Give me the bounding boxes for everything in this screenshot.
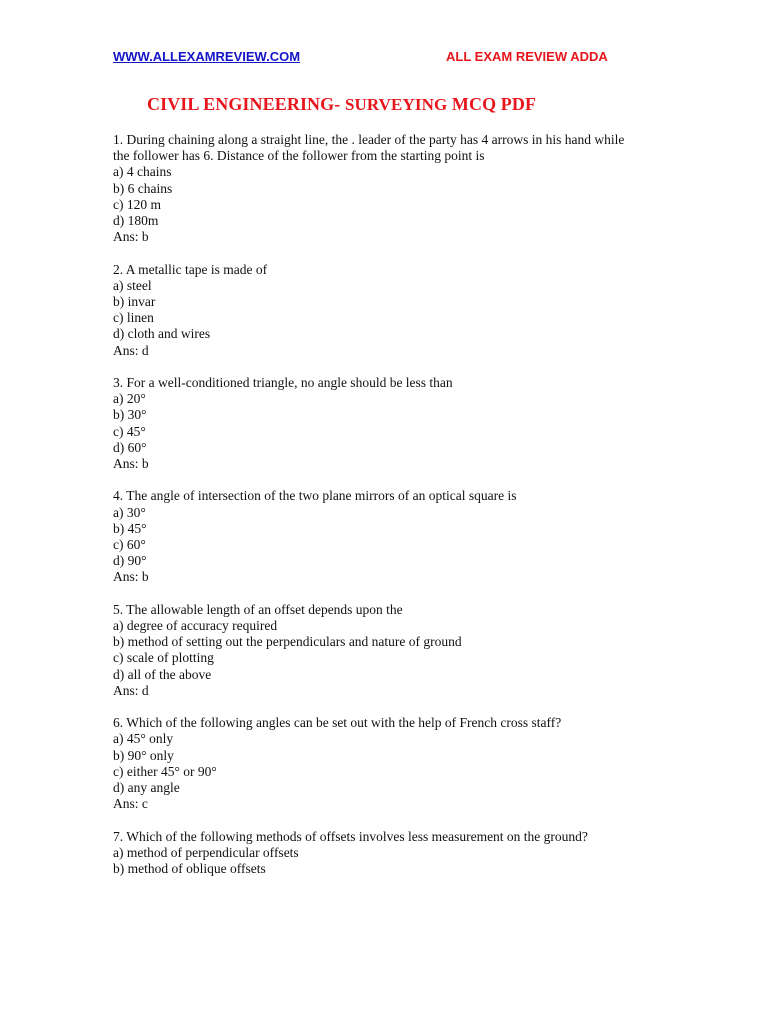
option: d) cloth and wires [113,326,211,342]
option: d) any angle [113,780,180,796]
question-4 [113,488,673,585]
option: c) either 45° or 90° [113,763,217,779]
title-part-2: SURVEYING [344,95,448,114]
option: a) 4 chains [113,164,172,180]
question-text: 1. During chaining along a straight line, the . leader of the party has 4 arrows in his hand while [113,132,625,147]
option: c) scale of plotting [113,650,214,666]
site-link[interactable]: WWW.ALLEXAMREVIEW.COM [113,49,301,64]
option: a) 20° [113,391,146,407]
answer: Ans: b [113,456,149,472]
option: b) 90° only [113,747,174,763]
option: b) 6 chains [113,180,173,196]
option: b) invar [113,294,156,310]
option: a) 45° only [113,731,174,747]
answer: Ans: d [113,342,149,358]
question-1 [113,132,673,245]
option: b) 30° [113,407,147,423]
question-3 [113,375,673,472]
answer: Ans: c [113,796,148,812]
option: a) method of perpendicular offsets [113,844,299,860]
answer: Ans: b [113,569,149,585]
option: c) 45° [113,423,146,439]
option: c) 60° [113,537,146,553]
option: c) linen [113,310,154,326]
question-2 [113,262,673,359]
option: d) 60° [113,439,147,455]
question-6 [113,715,673,812]
option: b) method of setting out the perpendiculars and nature of ground [113,634,462,650]
answer: Ans: b [113,229,149,245]
answer: Ans: d [113,682,149,698]
page-title [147,94,536,115]
question-text: 2. A metallic tape is made of [113,261,268,277]
title-part-3: MCQ PDF [447,94,537,114]
option: a) steel [113,277,152,293]
question-text: 3. For a well-conditioned triangle, no angle should be less than [113,375,453,391]
option: b) 45° [113,520,147,536]
option: a) 30° [113,504,146,520]
question-7 [113,829,673,878]
option: b) method of oblique offsets [113,861,266,877]
option: d) 180m [113,213,159,229]
question-text: 5. The allowable length of an offset depends upon the [113,601,403,617]
option: c) 120 m [113,196,161,212]
title-part-1: CIVIL ENGINEERING- [147,94,345,114]
question-text: 7. Which of the following methods of offsets involves less measurement on the ground? [113,828,588,844]
question-text: 4. The angle of intersection of the two plane mirrors of an optical square is [113,488,517,504]
question-text: the follower has 6. Distance of the follower from the starting point is [113,148,485,164]
question-list [113,132,673,893]
option: d) all of the above [113,666,212,682]
option: a) degree of accuracy required [113,618,278,634]
brand-name: ALL EXAM REVIEW ADDA [446,49,608,64]
question-text: 6. Which of the following angles can be set out with the help of French cross staff? [113,715,562,731]
question-5 [113,602,673,699]
option: d) 90° [113,553,147,569]
